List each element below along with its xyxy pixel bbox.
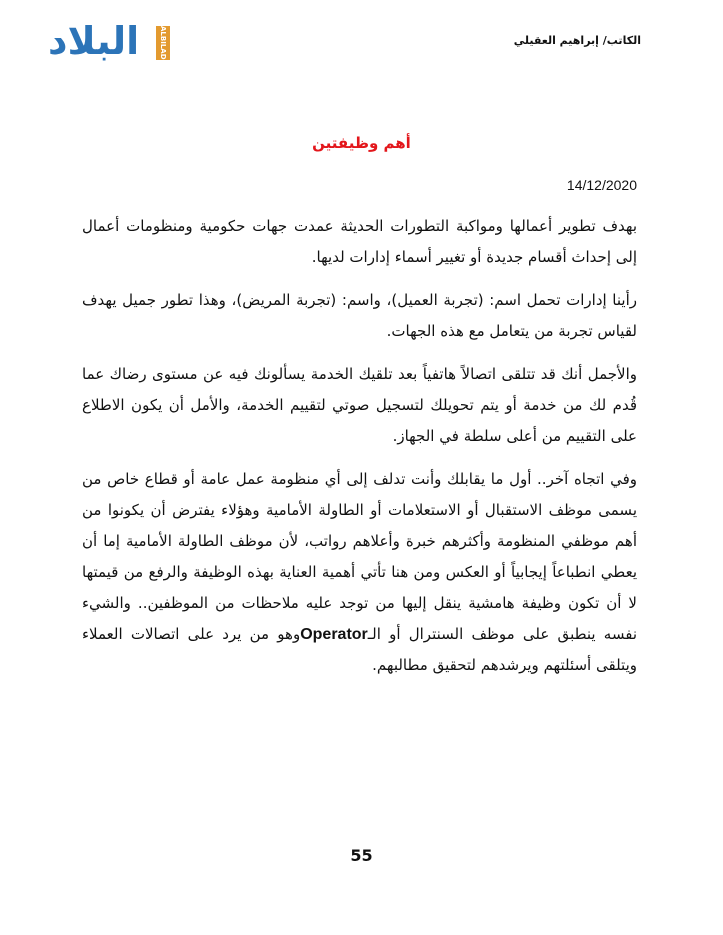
albilad-logo	[48, 20, 176, 66]
operator-term: Operator	[300, 626, 368, 643]
logo-wordmark: البلاد	[48, 19, 140, 63]
author-byline: الكاتب/ إبراهيم العقيلي	[513, 34, 641, 47]
paragraph-4-part-b: وهو من يرد على اتصالات العملاء ويتلقى أسئلتهم ويرشدهم لتحقيق مطالبهم.	[82, 625, 637, 674]
paragraph-4	[82, 464, 637, 681]
paragraph-1: بهدف تطوير أعمالها ومواكبة التطورات الحديثة عمدت جهات حكومية ومنظومات أعمال إلى إحداث أقسام جديدة أو تغيير أسماء إدارات لديها.	[82, 217, 637, 266]
page-number: 55	[350, 846, 373, 865]
paragraph-4-part-a: وفي اتجاه آخر.. أول ما يقابلك وأنت تدلف إلى أي منظومة عمل عامة أو قطاع خاص من يسمى موظف الاستقبال أو الاستعلامات أو الطاولة الأمامية وهؤلاء يفترض أن يكونوا من أهم موظفي المنظومة وأكثرهم خبرة وأعلاهم رواتب، لأن موظف الطاولة الأمامية إما أن يعطي انطباعاً إيجابياً أو العكس ومن هنا تأتي أهمية العناية بهذه الوظيفة والرفع من قيمتها لا أن تكون وظيفة هامشية ينقل إليها من توجد عليه ملاحظات من الموظفين.. والشيء نفسه ينطبق على موظف السنترال أو الـ	[82, 470, 637, 643]
logo-tag: ALBILAD	[156, 26, 170, 60]
article-title: أهم وظيفتين	[312, 134, 411, 152]
article-body	[82, 211, 637, 693]
article-date: 14/12/2020	[566, 177, 637, 193]
paragraph-3: والأجمل أنك قد تتلقى اتصالاً هاتفياً بعد تلقيك الخدمة يسألونك فيه عن مستوى رضاك عما قُدم لك من خدمة أو يتم تحويلك لتسجيل صوتي لتقييم الخدمة، والأمل أن يكون الاطلاع على التقييم من أعلى سلطة في الجهاز.	[82, 365, 637, 445]
paragraph-2: رأينا إدارات تحمل اسم: (تجربة العميل)، واسم: (تجربة المريض)، وهذا تطور جميل يهدف لقياس تجربة من يتعامل مع هذه الجهات.	[82, 291, 637, 340]
